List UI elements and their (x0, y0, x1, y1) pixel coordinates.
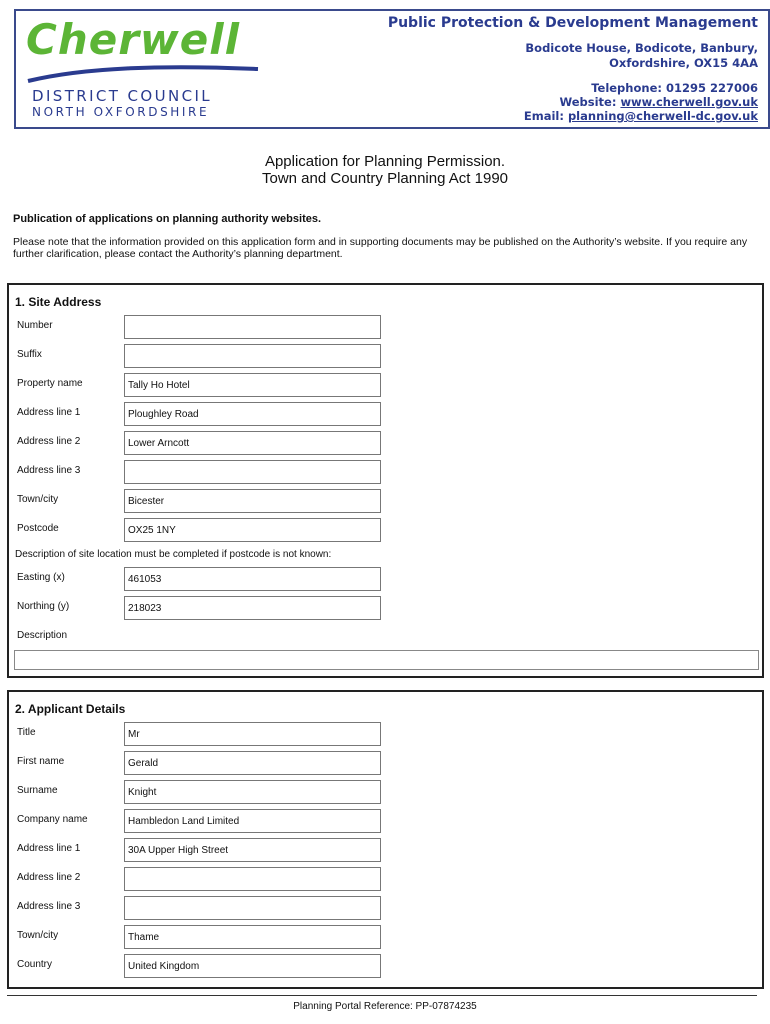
easting-field[interactable]: 461053 (124, 567, 381, 591)
field-label: Description (17, 630, 68, 641)
field-label: Address line 2 (17, 872, 81, 883)
title-field[interactable]: Mr (124, 722, 381, 746)
council-logo-wordmark: Cherwell (26, 15, 241, 64)
field-label: Property name (17, 378, 83, 389)
suffix-field[interactable] (124, 344, 381, 368)
location-note: Description of site location must be completed if postcode is not known: (15, 549, 332, 560)
form-subtitle: Town and Country Planning Act 1990 (262, 170, 508, 187)
town-city-field[interactable]: Bicester (124, 489, 381, 513)
address-line-3-field[interactable] (124, 460, 381, 484)
field-label: Suffix (17, 349, 42, 360)
field-label: Address line 1 (17, 843, 81, 854)
notice-heading: Publication of applications on planning authority websites. (13, 213, 322, 225)
email-label: Email: (523, 109, 568, 123)
applicant-town-city-field[interactable]: Thame (124, 925, 381, 949)
field-label: Country (17, 959, 53, 970)
applicant-address-line-2-field[interactable] (124, 867, 381, 891)
field-label: Surname (17, 785, 58, 796)
country-field[interactable]: United Kingdom (124, 954, 381, 978)
description-field[interactable] (14, 650, 759, 670)
field-label: Address line 2 (17, 436, 81, 447)
telephone: Telephone: 01295 227006 (591, 81, 758, 95)
website-line (559, 95, 758, 109)
field-label: Town/city (17, 494, 59, 505)
field-label: Address line 3 (17, 465, 81, 476)
company-name-field[interactable]: Hambledon Land Limited (124, 809, 381, 833)
address-line-2-field[interactable]: Lower Arncott (124, 431, 381, 455)
applicant-details-section (7, 690, 764, 989)
section-title: 2. Applicant Details (15, 702, 126, 716)
form-title: Application for Planning Permission. (264, 153, 506, 170)
field-label: Address line 1 (17, 407, 81, 418)
field-label: Title (17, 727, 36, 738)
council-region: NORTH OXFORDSHIRE (32, 105, 210, 119)
field-label: Town/city (17, 930, 59, 941)
address-line-1: Bodicote House, Bodicote, Banbury, (525, 41, 758, 55)
department-name: Public Protection & Development Management (387, 15, 758, 31)
email-line (524, 109, 758, 123)
website-link[interactable]: www.cherwell.gov.uk (620, 95, 758, 109)
council-name: DISTRICT COUNCIL (32, 87, 213, 105)
footer-divider (7, 995, 757, 996)
email-link[interactable]: planning@cherwell-dc.gov.uk (567, 109, 758, 123)
address-line-2: Oxfordshire, OX15 4AA (609, 56, 758, 70)
letterhead (14, 9, 770, 129)
first-name-field[interactable]: Gerald (124, 751, 381, 775)
field-label: Northing (y) (17, 601, 70, 612)
field-label: Number (17, 320, 53, 331)
number-field[interactable] (124, 315, 381, 339)
surname-field[interactable]: Knight (124, 780, 381, 804)
notice-body: Please note that the information provided on this application form and in supporting documents may be published on the Authority’s website. If you require any further clarification, please contact the Authority’s planning department. (13, 236, 748, 260)
field-label: Company name (17, 814, 88, 825)
logo-swoosh-icon (26, 59, 266, 85)
property-name-field[interactable]: Tally Ho Hotel (124, 373, 381, 397)
section-title: 1. Site Address (15, 295, 102, 309)
northing-field[interactable]: 218023 (124, 596, 381, 620)
portal-reference: Planning Portal Reference: PP-07874235 (293, 1001, 477, 1012)
field-label: First name (17, 756, 65, 767)
site-address-section (7, 283, 764, 678)
field-label: Postcode (17, 523, 59, 534)
applicant-address-line-3-field[interactable] (124, 896, 381, 920)
applicant-address-line-1-field[interactable]: 30A Upper High Street (124, 838, 381, 862)
field-label: Address line 3 (17, 901, 81, 912)
website-label: Website: (559, 95, 621, 109)
field-label: Easting (x) (17, 572, 65, 583)
postcode-field[interactable]: OX25 1NY (124, 518, 381, 542)
address-line-1-field[interactable]: Ploughley Road (124, 402, 381, 426)
